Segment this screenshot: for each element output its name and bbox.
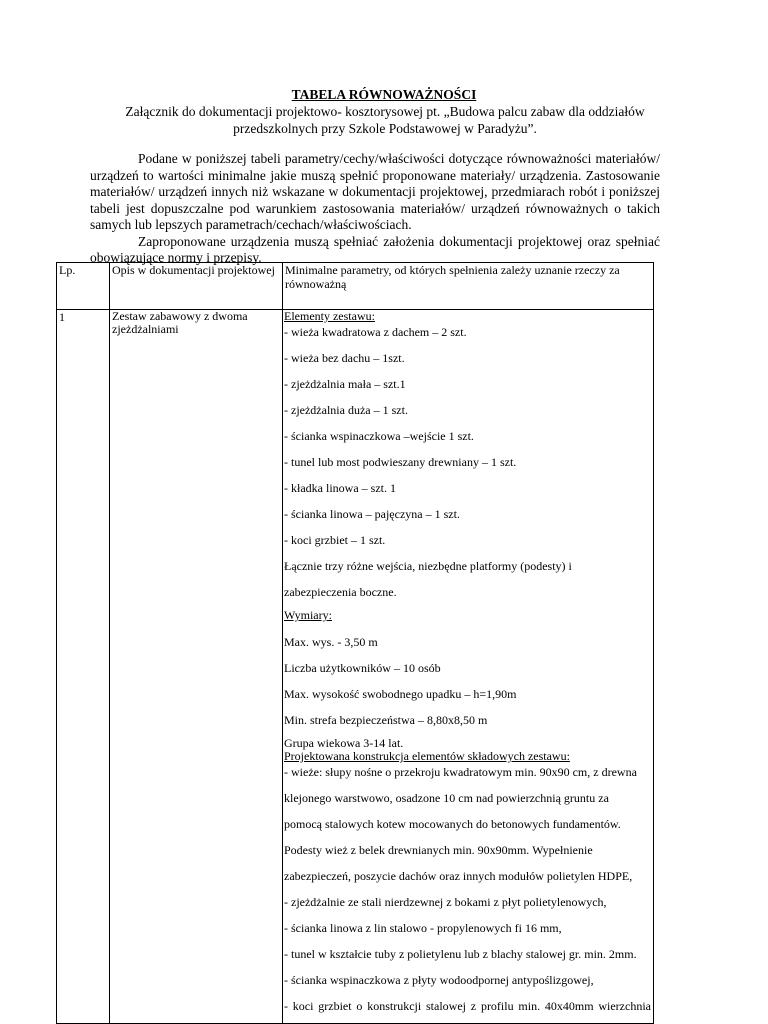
equivalence-table [56,262,654,1024]
param-line: Grupa wiekowa 3-14 lat. [282,737,651,750]
intro-paragraph: Podane w poniższej tabeli parametry/cechy/właściwości dotyczące równoważności materiałów/ urządzeń to wartości minimalne jakie muszą spełnić proponowane materiały/ urządzenia. Zastosowanie materiałów/ urządzeń innych niż wskazane w dokumentacji projektowej, przedmiarach robót i poniższej tabeli jest dopuszczalne pod warunkiem zastosowania materiałów/ urządzeń równoważnych o takich samych lub lepszych parametrach/cechach/właściwościach. [90,151,660,232]
param-line: pomocą stalowych kotew mocowanych do betonowych fundamentów. [282,815,651,841]
param-line: - tunel lub most podwieszany drewniany – 1 szt. [282,453,651,479]
param-line: - wieże: słupy nośne o przekroju kwadratowym min. 90x90 cm, z drewna [282,763,651,789]
intro-text [90,151,660,267]
header-lp: Lp. [57,263,110,310]
param-line: zabezpieczenia boczne. [282,583,651,609]
param-line: Podesty wież z belek drewnianych min. 90x90mm. Wypełnienie [282,841,651,867]
param-line: Max. wysokość swobodnego upadku – h=1,90m [282,685,651,711]
param-line: Min. strefa bezpieczeństwa – 8,80x8,50 m [282,711,651,737]
param-line: zabezpieczeń, poszycie dachów oraz innych modułów polietylen HDPE, [282,867,651,893]
intro-paragraph: Zaproponowane urządzenia muszą spełniać założenia dokumentacji projektowej oraz spełniać obowiązujące normy i przepisy. [90,233,660,265]
param-line: Max. wys. - 3,50 m [282,633,651,659]
param-line: - zjeżdżalnie ze stali nierdzewnej z bokami z płyt polietylenowych, [282,893,651,919]
param-line: - koci grzbiet o konstrukcji stalowej z profilu min. 40x40mm wierzchnia [282,997,651,1023]
document-title: TABELA RÓWNOWAŻNOŚCI [291,87,477,102]
table-header-row [57,263,654,310]
param-line: - kładka linowa – szt. 1 [282,479,651,505]
param-line: - wieża bez dachu – 1szt. [282,349,651,375]
param-line: Wymiary: [282,609,651,633]
param-line: - tunel w kształcie tuby z polietylenu lub z blachy stalowej gr. min. 2mm. [282,945,651,971]
param-line: - zjeżdżalnia duża – 1 szt. [282,401,651,427]
param-line: - ścianka linowa z lin stalowo - propylenowych fi 16 mm, [282,919,651,945]
subtitle-line: Załącznik do dokumentacji projektowo- kosztorysowej pt. „Budowa palcu zabaw dla oddziałów [125,104,645,119]
param-line: - ścianka wspinaczkowa –wejście 1 szt. [282,427,651,453]
param-line: Łącznie trzy różne wejścia, niezbędne platformy (podesty) i [282,557,651,583]
document-subtitle [90,103,680,137]
param-line: Elementy zestawu: [282,310,651,323]
param-line: klejonego warstwowo, osadzone 10 cm nad powierzchnią gruntu za [282,789,651,815]
header-parameters: Minimalne parametry, od których spełnienia zależy uznanie rzeczy za równoważną [283,263,654,310]
param-line: Projektowana konstrukcja elementów składowych zestawu: [282,750,651,763]
param-line: Liczba użytkowników – 10 osób [282,659,651,685]
cell-opis: Zestaw zabawowy z dwoma zjeżdżalniami [110,310,283,1024]
param-line: - ścianka wspinaczkowa z płyty wodoodpornej antypoślizgowej, [282,971,651,997]
param-line: - zjeżdżalnia mała – szt.1 [282,375,651,401]
cell-parameters [283,310,654,1024]
cell-lp: 1 [57,310,110,1024]
subtitle-line: przedszkolnych przy Szkole Podstawowej w Paradyżu”. [233,121,537,136]
param-line: - wieża kwadratowa z dachem – 2 szt. [282,323,651,349]
table-row [57,310,654,1024]
param-line: - ścianka linowa – pajęczyna – 1 szt. [282,505,651,531]
param-line: - koci grzbiet – 1 szt. [282,531,651,557]
header-opis: Opis w dokumentacji projektowej [110,263,283,310]
